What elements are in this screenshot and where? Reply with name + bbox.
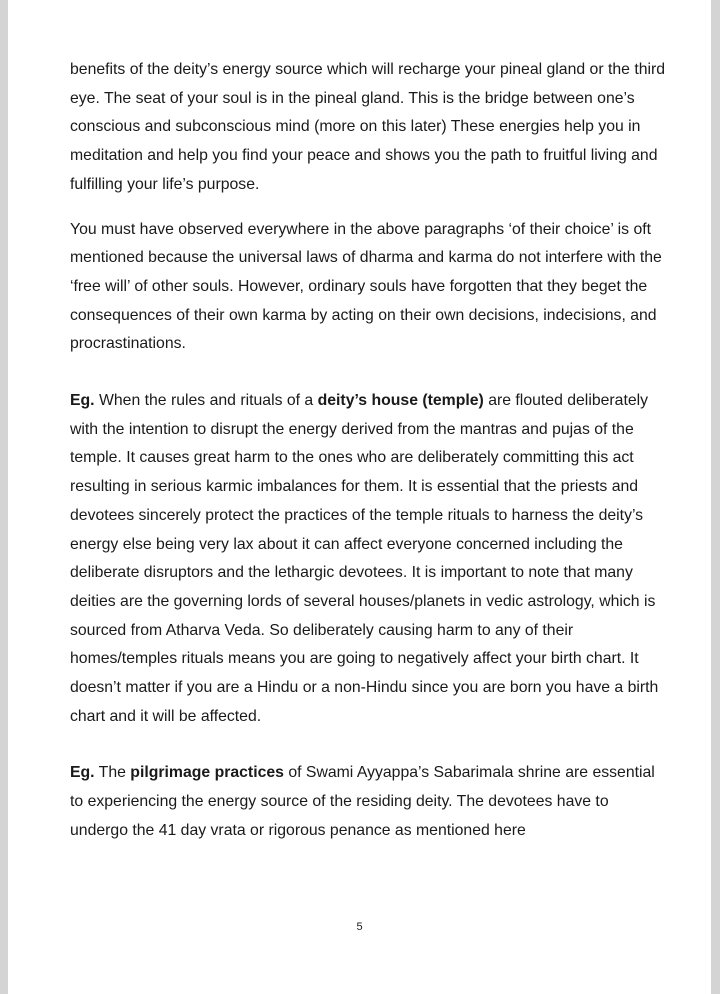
example-pilgrimage <box>70 759 670 845</box>
example-bold-phrase: deity’s house (temple) <box>317 392 484 410</box>
paragraph-free-will: You must have observed everywhere in the above paragraphs ‘of their choice’ is oft mentioned because the universal laws of dharma and karma do not interfere with the ‘free will’ of other souls. However, ordinary souls have forgotten that they beget the consequences of their own karma by acting on their own decisions, indecisions, and procrastinations. <box>70 220 662 353</box>
example-temple-rituals <box>70 387 670 731</box>
paragraph-benefits: benefits of the deity’s energy source which will recharge your pineal gland or the third eye. The seat of your soul is in the pineal gland. This is the bridge between one’s conscious and subconscious mind (more on this later) These energies help you in meditation and help you find your peace and shows you the path to fruitful living and fulfilling your life’s purpose. <box>70 61 666 193</box>
document-page <box>8 0 711 994</box>
example-text-after: of Swami Ayyappa’s Sabarimala shrine are essential to experiencing the energy source of the residing deity. The devotees have to undergo the 41 day vrata or rigorous penance as mentioned here <box>70 764 655 839</box>
example-text-before: The <box>94 764 131 782</box>
example-label: Eg. <box>70 392 95 410</box>
example-text-before: When the rules and rituals of a <box>94 392 318 410</box>
example-text-after: are flouted deliberately with the intention to disrupt the energy derived from the mantras and pujas of the temple. It causes great harm to the ones who are deliberately committing this act resulting in serious karmic imbalances for them. It is essential that the priests and devotees sincerely protect the practices of the temple rituals to harness the deity’s energy else being very lax about it can affect everyone concerned including the deliberate disruptors and the lethargic devotees. It is important to note that many deities are the governing lords of several houses/planets in vedic astrology, which is sourced from Atharva Veda. So deliberately causing harm to any of their homes/temples rituals means you are going to negatively affect your birth chart. It doesn’t matter if you are a Hindu or a non-Hindu since you are born you have a birth chart and it will be affected. <box>70 392 659 725</box>
page-body <box>70 56 670 846</box>
example-label: Eg. <box>70 764 95 782</box>
example-bold-phrase: pilgrimage practices <box>130 764 284 782</box>
page-number: 5 <box>356 921 363 933</box>
